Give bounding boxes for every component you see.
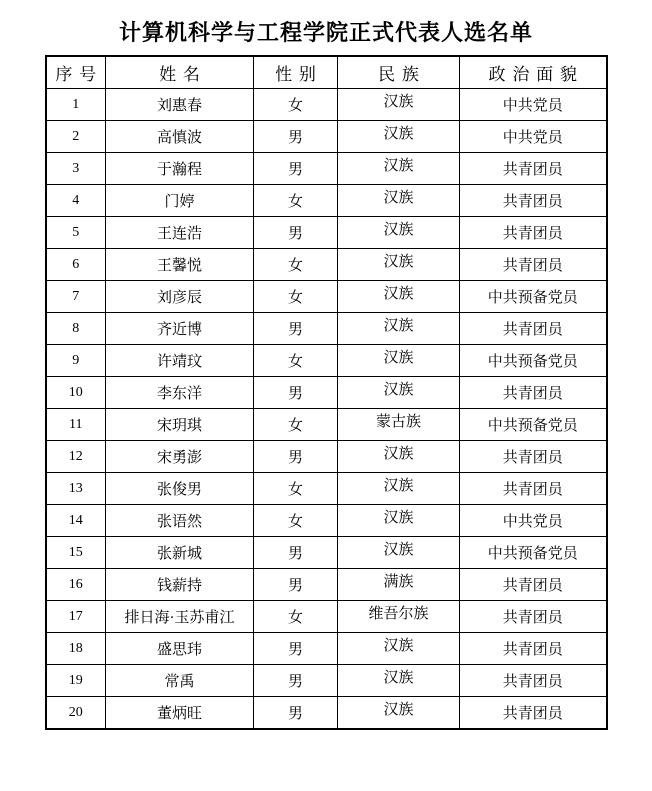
ethnicity-value: 汉族 <box>383 158 414 174</box>
name-cell: 李东洋 <box>106 377 254 409</box>
ethnicity-value: 汉族 <box>383 190 414 206</box>
political-status-cell: 共青团员 <box>460 377 607 409</box>
gender-cell: 男 <box>254 153 338 185</box>
political-status-cell: 共青团员 <box>460 153 607 185</box>
table-row <box>46 633 607 665</box>
table-row <box>46 217 607 249</box>
political-status-cell: 中共预备党员 <box>460 345 607 377</box>
row-number-cell: 20 <box>46 697 106 730</box>
ethnicity-cell <box>338 185 460 217</box>
political-status-cell: 中共党员 <box>460 89 607 121</box>
ethnicity-cell <box>338 217 460 249</box>
political-status-cell: 共青团员 <box>460 569 607 601</box>
name-cell: 张俊男 <box>106 473 254 505</box>
name-cell: 刘惠春 <box>106 89 254 121</box>
table-row <box>46 345 607 377</box>
page-title: 计算机科学与工程学院正式代表人选名单 <box>118 20 533 45</box>
ethnicity-value: 汉族 <box>383 446 414 462</box>
gender-cell: 女 <box>254 505 338 537</box>
name-cell: 张语然 <box>106 505 254 537</box>
ethnicity-value: 汉族 <box>383 702 414 718</box>
ethnicity-value: 维吾尔族 <box>368 606 429 622</box>
ethnicity-value: 汉族 <box>383 222 414 238</box>
row-number-cell: 13 <box>46 473 106 505</box>
ethnicity-cell <box>338 537 460 569</box>
ethnicity-value: 蒙古族 <box>375 414 421 430</box>
ethnicity-cell <box>338 569 460 601</box>
ethnicity-value: 汉族 <box>383 254 414 270</box>
political-status-cell: 中共预备党员 <box>460 409 607 441</box>
political-status-cell: 中共预备党员 <box>460 281 607 313</box>
ethnicity-cell <box>338 697 460 730</box>
table-row <box>46 249 607 281</box>
name-cell: 排日海·玉苏甫江 <box>106 601 254 633</box>
political-status-cell: 共青团员 <box>460 665 607 697</box>
roster-table <box>45 55 608 730</box>
row-number-cell: 11 <box>46 409 106 441</box>
table-body <box>46 89 607 730</box>
name-cell: 王连浩 <box>106 217 254 249</box>
table-row <box>46 185 607 217</box>
name-cell: 宋玥琪 <box>106 409 254 441</box>
gender-cell: 男 <box>254 377 338 409</box>
table-row <box>46 537 607 569</box>
ethnicity-value: 汉族 <box>383 670 414 686</box>
ethnicity-value: 汉族 <box>383 94 414 110</box>
header-row <box>46 56 607 89</box>
political-status-cell: 共青团员 <box>460 313 607 345</box>
row-number-cell: 19 <box>46 665 106 697</box>
name-cell: 齐近博 <box>106 313 254 345</box>
table-row <box>46 697 607 730</box>
row-number-cell: 17 <box>46 601 106 633</box>
political-status-cell: 共青团员 <box>460 473 607 505</box>
political-status-cell: 共青团员 <box>460 697 607 730</box>
gender-cell: 男 <box>254 441 338 473</box>
ethnicity-cell <box>338 473 460 505</box>
gender-cell: 女 <box>254 249 338 281</box>
row-number-cell: 5 <box>46 217 106 249</box>
gender-cell: 女 <box>254 601 338 633</box>
ethnicity-cell <box>338 281 460 313</box>
row-number-cell: 9 <box>46 345 106 377</box>
gender-cell: 女 <box>254 345 338 377</box>
ethnicity-cell <box>338 441 460 473</box>
row-number-cell: 18 <box>46 633 106 665</box>
table-row <box>46 441 607 473</box>
row-number-cell: 12 <box>46 441 106 473</box>
gender-cell: 男 <box>254 633 338 665</box>
ethnicity-value: 汉族 <box>383 638 414 654</box>
row-number-cell: 14 <box>46 505 106 537</box>
gender-cell: 男 <box>254 217 338 249</box>
name-cell: 刘彦辰 <box>106 281 254 313</box>
name-cell: 宋勇澎 <box>106 441 254 473</box>
table-row <box>46 89 607 121</box>
gender-cell: 女 <box>254 473 338 505</box>
ethnicity-cell <box>338 601 460 633</box>
table-row <box>46 569 607 601</box>
name-cell: 许靖玟 <box>106 345 254 377</box>
ethnicity-value: 汉族 <box>383 126 414 142</box>
ethnicity-cell <box>338 505 460 537</box>
row-number-cell: 15 <box>46 537 106 569</box>
name-cell: 门婷 <box>106 185 254 217</box>
ethnicity-cell <box>338 313 460 345</box>
political-status-cell: 共青团员 <box>460 217 607 249</box>
table-header <box>46 56 607 89</box>
gender-cell: 女 <box>254 89 338 121</box>
row-number-cell: 6 <box>46 249 106 281</box>
gender-cell: 男 <box>254 665 338 697</box>
gender-cell: 男 <box>254 569 338 601</box>
table-row <box>46 505 607 537</box>
political-status-cell: 共青团员 <box>460 633 607 665</box>
ethnicity-cell <box>338 121 460 153</box>
header-name: 姓名 <box>106 56 254 89</box>
ethnicity-value: 汉族 <box>383 286 414 302</box>
ethnicity-cell <box>338 249 460 281</box>
ethnicity-cell <box>338 665 460 697</box>
gender-cell: 男 <box>254 697 338 730</box>
gender-cell: 男 <box>254 313 338 345</box>
table-row <box>46 377 607 409</box>
political-status-cell: 共青团员 <box>460 249 607 281</box>
row-number-cell: 4 <box>46 185 106 217</box>
ethnicity-cell <box>338 89 460 121</box>
ethnicity-cell <box>338 345 460 377</box>
ethnicity-value: 满族 <box>383 574 414 590</box>
row-number-cell: 3 <box>46 153 106 185</box>
political-status-cell: 共青团员 <box>460 601 607 633</box>
row-number-cell: 8 <box>46 313 106 345</box>
political-status-cell: 共青团员 <box>460 185 607 217</box>
political-status-cell: 共青团员 <box>460 441 607 473</box>
name-cell: 王馨悦 <box>106 249 254 281</box>
gender-cell: 女 <box>254 409 338 441</box>
header-gender: 性别 <box>254 56 338 89</box>
table-row <box>46 281 607 313</box>
table-row <box>46 121 607 153</box>
ethnicity-cell <box>338 409 460 441</box>
gender-cell: 男 <box>254 121 338 153</box>
ethnicity-value: 汉族 <box>383 318 414 334</box>
political-status-cell: 中共预备党员 <box>460 537 607 569</box>
gender-cell: 女 <box>254 185 338 217</box>
name-cell: 于瀚程 <box>106 153 254 185</box>
row-number-cell: 7 <box>46 281 106 313</box>
name-cell: 常禹 <box>106 665 254 697</box>
header-no: 序号 <box>46 56 106 89</box>
header-ethnicity: 民族 <box>338 56 460 89</box>
table-row <box>46 665 607 697</box>
table-row <box>46 473 607 505</box>
ethnicity-cell <box>338 377 460 409</box>
row-number-cell: 2 <box>46 121 106 153</box>
ethnicity-cell <box>338 633 460 665</box>
table-row <box>46 153 607 185</box>
header-political: 政治面貌 <box>460 56 607 89</box>
name-cell: 高慎波 <box>106 121 254 153</box>
row-number-cell: 16 <box>46 569 106 601</box>
ethnicity-value: 汉族 <box>383 382 414 398</box>
table-row <box>46 409 607 441</box>
political-status-cell: 中共党员 <box>460 505 607 537</box>
table-row <box>46 313 607 345</box>
table-row <box>46 601 607 633</box>
gender-cell: 女 <box>254 281 338 313</box>
row-number-cell: 1 <box>46 89 106 121</box>
ethnicity-value: 汉族 <box>383 478 414 494</box>
ethnicity-value: 汉族 <box>383 350 414 366</box>
name-cell: 盛思玮 <box>106 633 254 665</box>
ethnicity-value: 汉族 <box>383 542 414 558</box>
name-cell: 董炳旺 <box>106 697 254 730</box>
political-status-cell: 中共党员 <box>460 121 607 153</box>
ethnicity-value: 汉族 <box>383 510 414 526</box>
ethnicity-cell <box>338 153 460 185</box>
row-number-cell: 10 <box>46 377 106 409</box>
name-cell: 钱薪持 <box>106 569 254 601</box>
gender-cell: 男 <box>254 537 338 569</box>
name-cell: 张新城 <box>106 537 254 569</box>
